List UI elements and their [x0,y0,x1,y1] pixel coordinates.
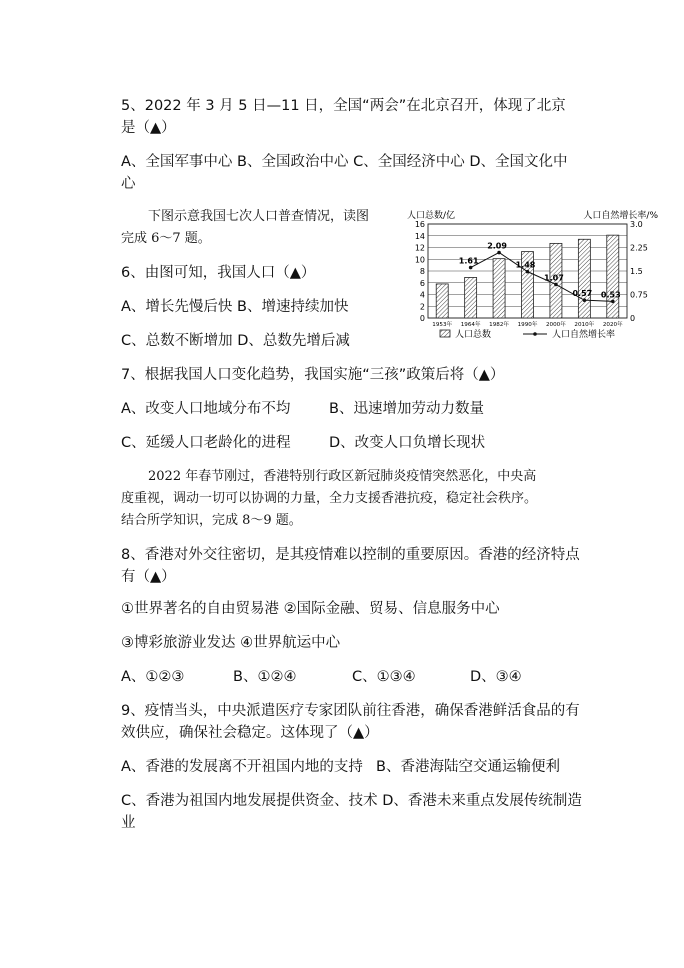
y-right-tick-label: 2.25 [630,243,648,253]
y-right-tick-label: 3.0 [630,220,643,229]
x-tick-label: 2020年 [602,322,623,328]
q8-option-a: A、①②③ [121,669,185,685]
q8-stem-line1: 8、香港对外交往密切，是其疫情难以控制的重要原因。香港的经济特点 [121,547,580,563]
x-tick-label: 1964年 [460,322,481,328]
q9-options-line3: 业 [121,815,136,831]
y-left-tick-label: 14 [414,231,425,241]
y-right-tick-label: 0 [630,314,636,323]
q8-option-d: D、③④ [470,669,522,685]
x-tick-label: 1982年 [489,322,509,328]
q6-options-line2: C、总数不断增加 D、总数先增后减 [121,333,350,349]
y-left-tick-label: 2 [419,302,425,312]
intro1-line1: 下图示意我国七次人口普查情况，读图 [148,209,370,224]
q7-stem: 7、根据我国人口变化趋势，我国实施“三孩”政策后将（▲） [121,367,505,383]
q7-option-b: B、迅速增加劳动力数量 [329,401,484,417]
growth-rate-data-label: 1.48 [515,260,536,270]
q7-option-d: D、改变人口负增长现状 [329,435,486,451]
y-left-label: 人口总数/亿 [407,211,456,221]
y-left-tick-label: 6 [419,278,425,288]
growth-rate-point [526,270,530,274]
population-bar [578,239,590,318]
population-bar [465,277,477,318]
growth-rate-point [554,283,558,287]
legend-bar-swatch [440,330,450,337]
growth-rate-data-label: 1.07 [544,273,564,283]
y-right-tick-label: 0.75 [630,290,648,300]
y-left-tick-label: 4 [419,290,425,300]
intro1-line2: 完成 6～7 题。 [121,231,211,246]
growth-rate-point [497,251,501,255]
q6-options-line1: A、增长先慢后快 B、增速持续加快 [121,299,349,315]
y-left-tick-label: 12 [414,243,425,253]
x-tick-label: 2000年 [546,322,566,328]
x-tick-label: 2010年 [574,322,595,328]
population-bar [436,284,448,318]
growth-rate-point [469,266,473,270]
q5-stem-line2: 是（▲） [121,120,176,136]
x-tick-label: 1953年 [432,322,453,328]
q5-stem-line1: 5、2022 年 3 月 5 日—11 日，全国“两会”在北京召开，体现了北京 [121,98,566,114]
q8-stem-line2: 有（▲） [121,569,176,585]
q5-options-line2: 心 [121,176,136,192]
q8-items-line2: ③博彩旅游业发达 ④世界航运中心 [121,635,341,651]
intro2-line2: 度重视，调动一切可以协调的力量，全力支援香港抗疫，稳定社会秩序。 [121,491,538,506]
intro2-line3: 结合所学知识，完成 8～9 题。 [121,513,302,528]
growth-rate-point [583,298,587,302]
q5-options-line1: A、全国军事中心 B、全国政治中心 C、全国经济中心 D、全国文化中 [121,154,568,170]
y-left-tick-label: 10 [414,255,425,265]
q8-items-line1: ①世界著名的自由贸易港 ②国际金融、贸易、信息服务中心 [121,601,500,617]
population-bar [607,235,619,318]
intro2-line1: 2022 年春节刚过，香港特别行政区新冠肺炎疫情突然恶化，中央高 [148,469,537,484]
q7-option-c: C、延缓人口老龄化的进程 [121,435,291,451]
q8-option-b: B、①②④ [233,669,297,685]
y-left-tick-label: 8 [419,267,425,276]
legend-label-growth-rate: 人口自然增长率 [552,330,616,340]
q9-stem-line2: 效供应，确保社会稳定。这体现了（▲） [121,725,379,741]
legend-label-population: 人口总数 [455,330,492,340]
growth-rate-point [611,300,615,304]
growth-rate-data-label: 2.09 [487,241,507,251]
y-right-label: 人口自然增长率/% [583,211,658,221]
q8-option-c: C、①③④ [352,669,416,685]
y-right-tick-label: 1.5 [630,267,643,276]
growth-rate-data-label: 0.57 [572,289,593,299]
y-left-tick-label: 0 [419,314,425,323]
q9-option-a: A、香港的发展离不开祖国内地的支持 [121,759,363,775]
legend-line-marker [533,332,537,336]
q9-options-line2: C、香港为祖国内地发展提供资金、技术 D、香港未来重点发展传统制造 [121,793,582,809]
population-bar [493,259,505,318]
population-census-chart [405,206,660,346]
q6-stem: 6、由图可知，我国人口（▲） [121,265,316,281]
q7-option-a: A、改变人口地域分布不均 [121,401,291,417]
q9-stem-line1: 9、疫情当头，中央派遣医疗专家团队前往香港，确保香港鲜活食品的有 [121,703,580,719]
growth-rate-data-label: 1.61 [458,256,479,266]
growth-rate-data-label: 0.53 [600,290,621,300]
q9-option-b: B、香港海陆空交通运输便利 [376,759,560,775]
y-left-tick-label: 16 [414,220,425,229]
x-tick-label: 1990年 [517,322,538,328]
